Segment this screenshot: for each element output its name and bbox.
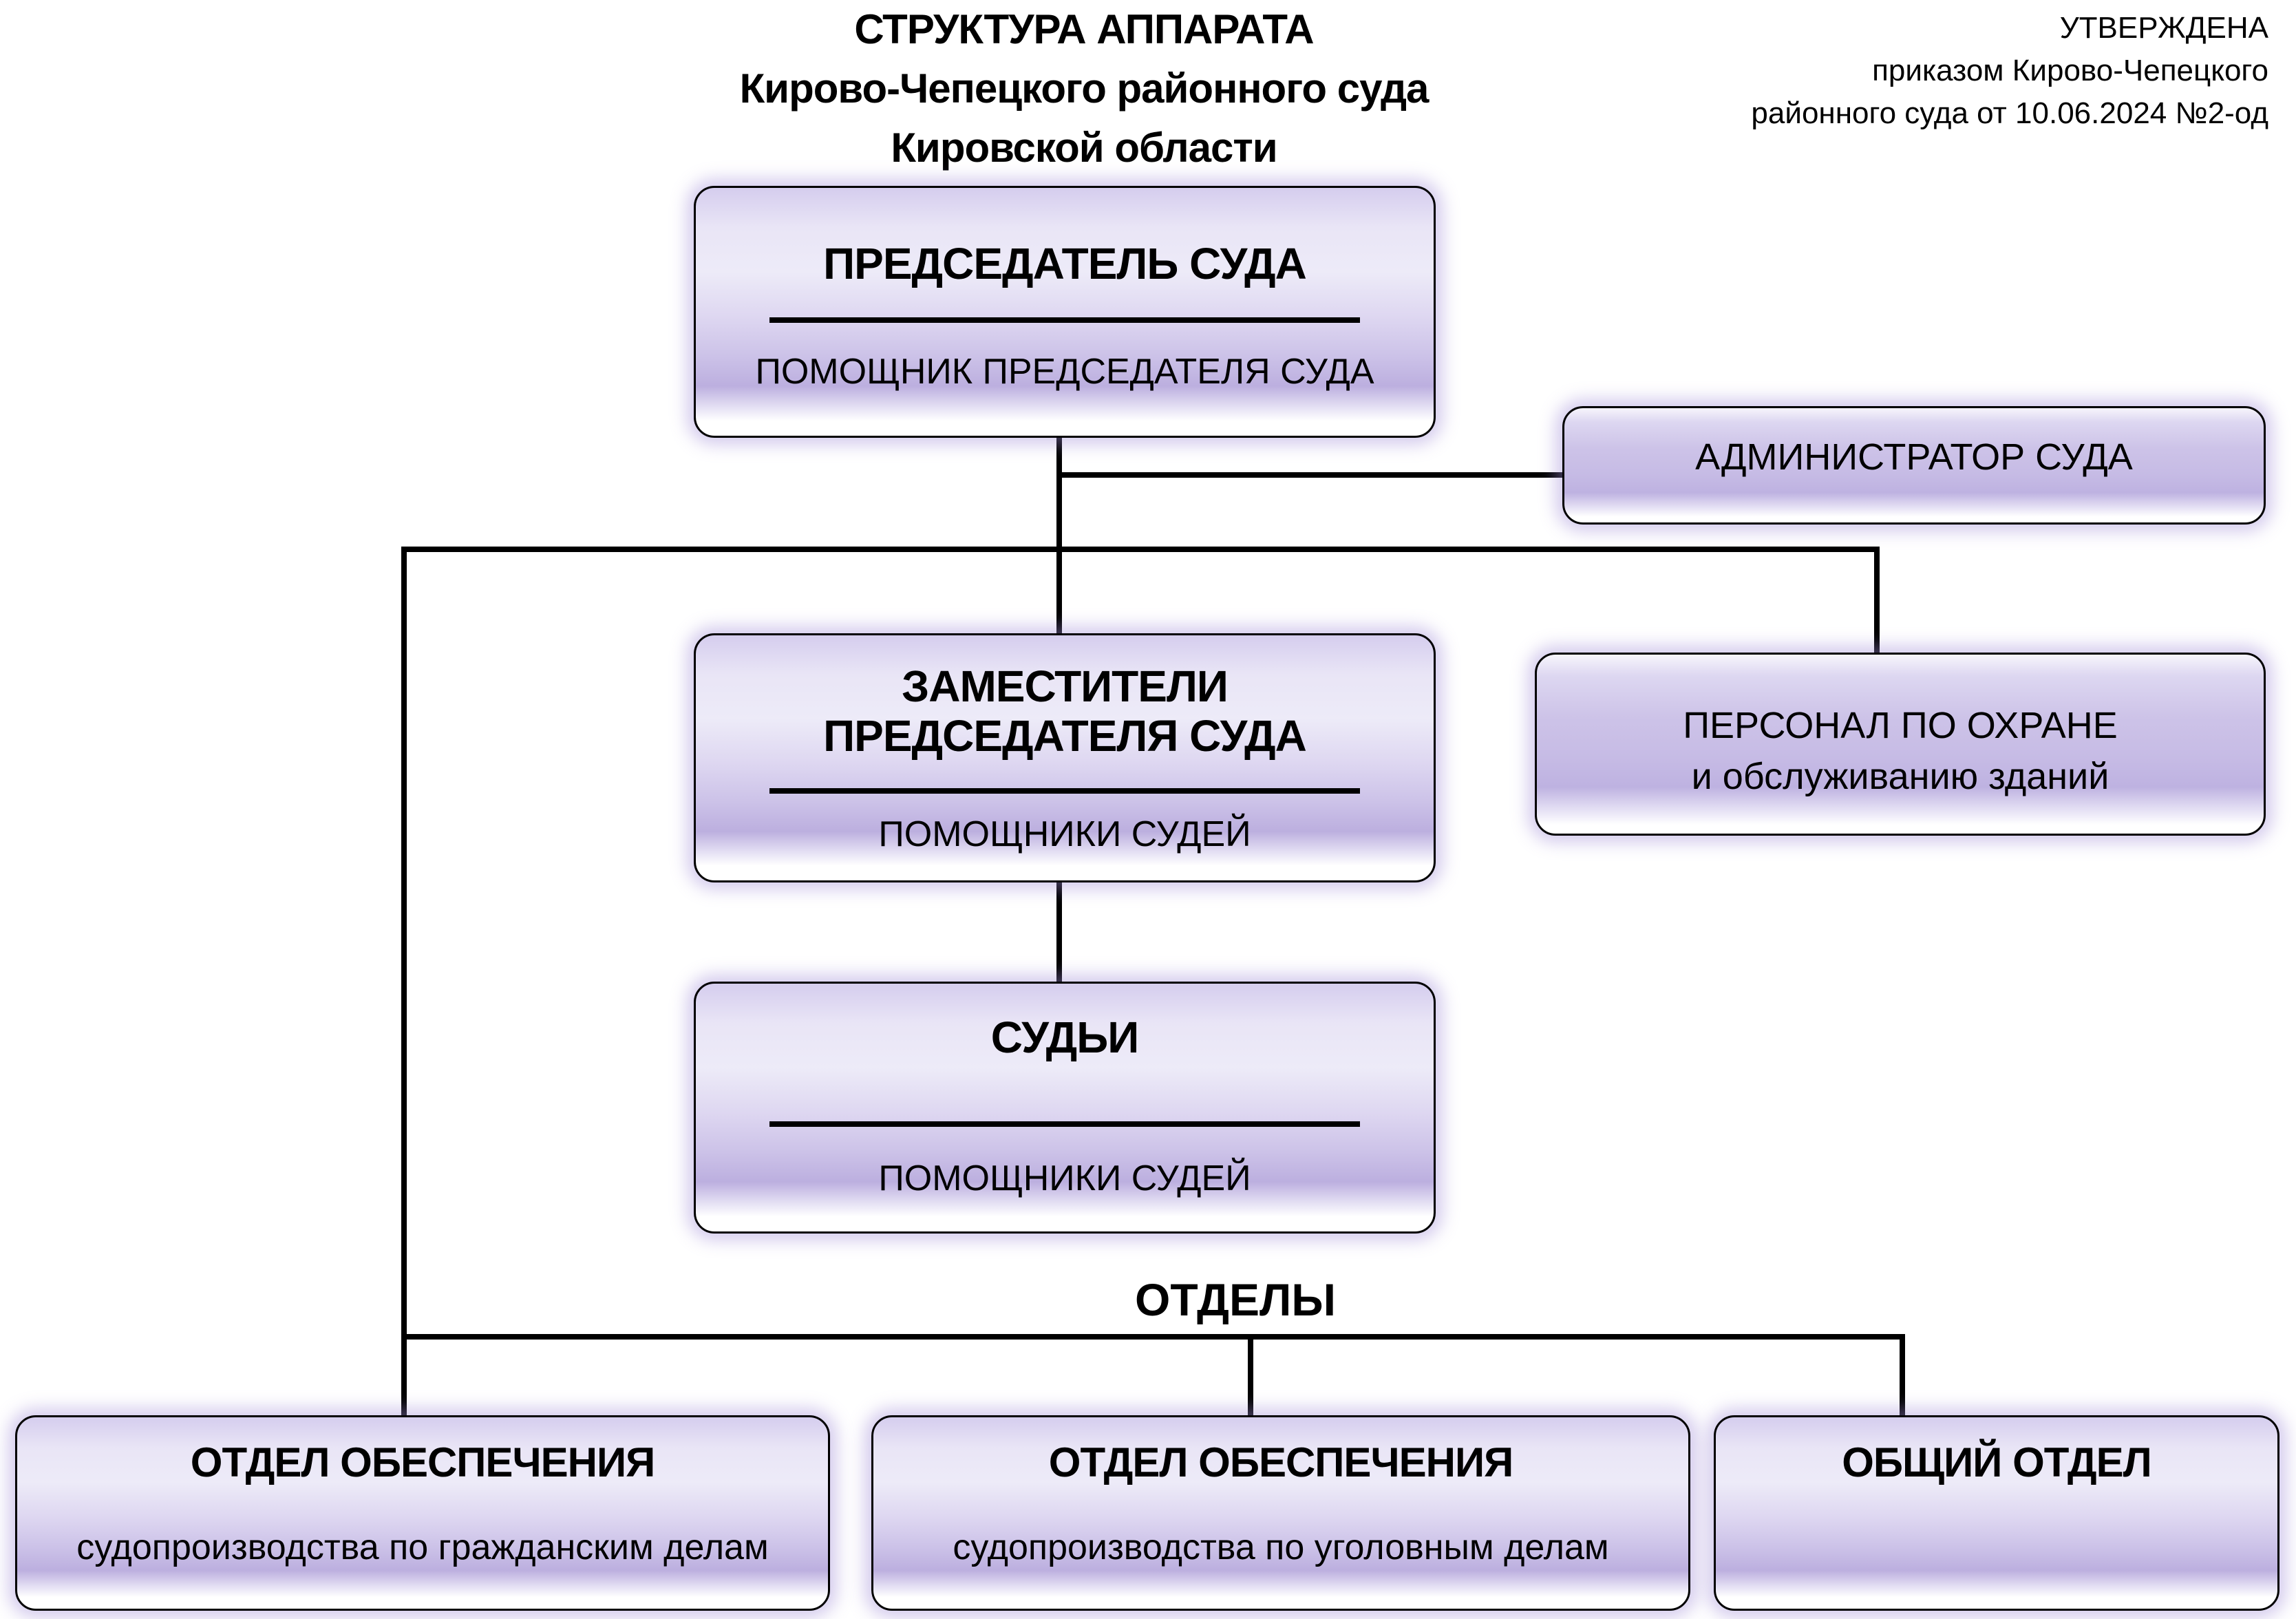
- node-court-chairman-subtitle: ПОМОЩНИК ПРЕДСЕДАТЕЛЯ СУДА: [755, 352, 1374, 392]
- node-court-administrator: [1562, 406, 2266, 525]
- connector-dept-criminal-drop: [1248, 1334, 1253, 1418]
- node-dept-civil-proceedings: [15, 1415, 830, 1611]
- divider-line: [769, 788, 1360, 794]
- approval-line1: УТВЕРЖДЕНА: [2059, 11, 2268, 45]
- page-title-line3: Кировской области: [891, 125, 1277, 171]
- node-deputy-chairmen-title-line1: ЗАМЕСТИТЕЛИ: [902, 662, 1228, 711]
- connector-departments-branch: [401, 1334, 1905, 1340]
- connector-chairman-deputies: [1056, 435, 1062, 636]
- connector-left-drop: [401, 547, 407, 1418]
- page-title-line1: СТРУКТУРА АППАРАТА: [854, 6, 1314, 52]
- divider-line: [769, 317, 1360, 323]
- node-judges-title: СУДЬИ: [990, 1013, 1139, 1062]
- node-deputy-chairmen-title-line2: ПРЕДСЕДАТЕЛЯ СУДА: [823, 711, 1306, 761]
- divider-line: [769, 1121, 1360, 1127]
- node-deputy-chairmen: [694, 633, 1436, 882]
- connector-deputies-judges: [1056, 880, 1062, 984]
- connector-to-administrator: [1059, 472, 1565, 478]
- node-judges-subtitle: ПОМОЩНИКИ СУДЕЙ: [878, 1158, 1251, 1198]
- node-dept-criminal-proceedings: [871, 1415, 1690, 1611]
- node-security-personnel-line2: и обслуживанию зданий: [1691, 756, 2109, 797]
- approval-note: [1580, 7, 2268, 135]
- node-dept-criminal-title: ОТДЕЛ ОБЕСПЕЧЕНИЯ: [1048, 1439, 1513, 1485]
- node-security-personnel-line1: ПЕРСОНАЛ ПО ОХРАНЕ: [1683, 705, 2118, 746]
- connector-to-personnel: [1874, 547, 1880, 655]
- connector-main-branch: [401, 547, 1880, 552]
- node-court-chairman: [694, 186, 1436, 438]
- node-dept-general: [1714, 1415, 2279, 1611]
- node-deputy-chairmen-subtitle: ПОМОЩНИКИ СУДЕЙ: [878, 814, 1251, 854]
- node-dept-general-title: ОБЩИЙ ОТДЕЛ: [1842, 1439, 2151, 1485]
- departments-section-label: ОТДЕЛЫ: [1135, 1274, 1336, 1325]
- approval-line3: районного суда от 10.06.2024 №2-од: [1751, 96, 2268, 130]
- connector-dept-general-drop: [1900, 1334, 1905, 1418]
- page-title: [619, 0, 1549, 178]
- approval-line2: приказом Кирово-Чепецкого: [1872, 54, 2268, 87]
- page-title-line2: Кирово-Чепецкого районного суда: [739, 65, 1429, 112]
- node-dept-civil-subtitle: судопроизводства по гражданским делам: [76, 1527, 769, 1567]
- node-court-administrator-title: АДМИНИСТРАТОР СУДА: [1695, 436, 2133, 478]
- node-dept-criminal-subtitle: судопроизводства по уголовным делам: [953, 1527, 1609, 1567]
- node-security-personnel: [1535, 653, 2266, 836]
- node-court-chairman-title: ПРЕДСЕДАТЕЛЬ СУДА: [823, 239, 1306, 288]
- node-dept-civil-title: ОТДЕЛ ОБЕСПЕЧЕНИЯ: [190, 1439, 655, 1485]
- node-judges: [694, 982, 1436, 1234]
